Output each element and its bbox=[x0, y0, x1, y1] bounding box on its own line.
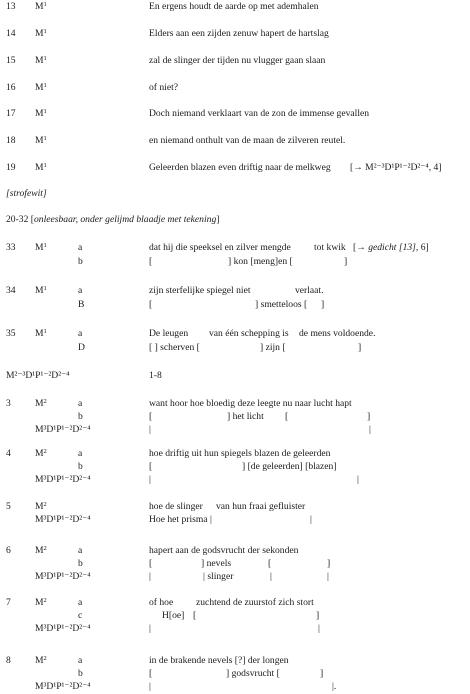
variant-text: [ bbox=[149, 411, 153, 422]
verse-number: 34 bbox=[6, 285, 16, 296]
variant-text: [ bbox=[193, 610, 197, 621]
witness-siglum: M³D¹P¹⁻²D²⁻⁴ bbox=[35, 681, 91, 692]
line-number: 4 bbox=[6, 448, 11, 459]
variant-text: ] bbox=[358, 342, 362, 353]
variant-text: | bbox=[149, 571, 151, 582]
verse-text: zijn sterfelijke spiegel niet bbox=[149, 285, 251, 296]
variant-text: |. bbox=[332, 681, 337, 692]
witness-siglum: $M^1$ bbox=[35, 82, 47, 93]
verse-text: tot kwik bbox=[314, 242, 346, 253]
verse-text: Doch niemand verklaart van de zon de immense gevallen bbox=[149, 108, 370, 119]
line-number: 8 bbox=[6, 655, 11, 666]
verse-text: hoe driftig uit hun spiegels blazen de geleerden bbox=[149, 448, 331, 459]
line-number: 5 bbox=[6, 501, 11, 512]
verse-number: 35 bbox=[6, 328, 16, 339]
verse-number: 16 bbox=[6, 82, 16, 93]
witness-siglum: M³D¹P¹⁻²D²⁻⁴ bbox=[35, 474, 91, 485]
witness-siglum: $M^1$ bbox=[35, 1, 47, 12]
verse-number: 13 bbox=[6, 1, 16, 12]
verse-text: verlaat. bbox=[295, 285, 324, 296]
variant-text: ] godsvrucht [ bbox=[226, 668, 280, 679]
variant-text: | bbox=[149, 424, 151, 435]
witness-siglum: $M^1$ bbox=[35, 55, 47, 66]
variant-text: [ bbox=[149, 256, 153, 267]
verse-number: 19 bbox=[6, 162, 16, 173]
verse-text: hapert aan de godsvrucht der sekonden bbox=[149, 545, 299, 556]
verse-text: of hoe bbox=[149, 597, 174, 608]
verse-number: 18 bbox=[6, 135, 16, 146]
variant-text: ] smetteloos [ bbox=[255, 299, 308, 310]
variant-text: ] nevels bbox=[201, 558, 232, 569]
editorial-note: 20-32 [onleesbaar, onder gelijmd blaadje met tekening] bbox=[6, 214, 220, 225]
variant-text: | bbox=[327, 571, 329, 582]
variant-text: ] bbox=[320, 668, 324, 679]
variant-text: Hoe het prisma | bbox=[149, 514, 212, 525]
verse-text: de mens voldoende. bbox=[299, 328, 376, 339]
variant-text: | bbox=[357, 474, 359, 485]
variant-text: | bbox=[149, 623, 151, 634]
verse-text: hoe de slinger bbox=[149, 501, 203, 512]
witness-siglum: $M^2$ bbox=[35, 655, 47, 666]
variant-label: a bbox=[78, 597, 83, 608]
variant-text: [ bbox=[149, 461, 153, 472]
variant-text: ] bbox=[344, 256, 348, 267]
variant-label: a bbox=[78, 448, 83, 459]
witness-siglum: M³D¹P¹⁻²D²⁻⁴ bbox=[35, 623, 91, 634]
variant-text: H[oe] bbox=[162, 610, 185, 621]
witness-siglum: M³D¹P¹⁻²D²⁻⁴ bbox=[35, 571, 91, 582]
variant-label: D bbox=[78, 342, 85, 353]
verse-number: 17 bbox=[6, 108, 16, 119]
variant-label: b bbox=[78, 411, 83, 422]
variant-text: ] kon [meng]en [ bbox=[228, 256, 293, 267]
witness-siglum: M³D¹P¹⁻²D²⁻⁴ bbox=[35, 424, 91, 435]
variant-text: ] bbox=[316, 610, 320, 621]
verse-number: 14 bbox=[6, 28, 16, 39]
verse-text: De leugen bbox=[149, 328, 189, 339]
witness-siglum: M³D¹P¹⁻²D²⁻⁴ bbox=[35, 514, 91, 525]
section-siglum: M²⁻³D¹P¹⁻²D²⁻⁴ bbox=[6, 370, 70, 381]
variant-label: b bbox=[78, 256, 83, 267]
witness-siglum: $M^1$ bbox=[35, 242, 47, 253]
stanza-break-note: [strofewit] bbox=[6, 188, 47, 199]
witness-siglum: $M^1$ bbox=[35, 328, 47, 339]
verse-text: En ergens houdt de aarde op met ademhalen bbox=[149, 1, 319, 12]
variant-label: a bbox=[78, 398, 83, 409]
variant-text: ] zijn [ bbox=[260, 342, 286, 353]
variant-text: [ bbox=[149, 668, 153, 679]
variant-text: | bbox=[310, 514, 312, 525]
line-number: 3 bbox=[6, 398, 11, 409]
verse-text: want hoor hoe bloedig deze leegte nu naar lucht hapt bbox=[149, 398, 352, 409]
cross-reference: [→ M²⁻³D¹P¹⁻²D²⁻⁴, 4] bbox=[350, 162, 442, 173]
variant-label: a bbox=[78, 242, 83, 253]
variant-label: a bbox=[78, 655, 83, 666]
cross-reference: [→ gedicht [13], 6] bbox=[353, 242, 429, 253]
section-range: 1-8 bbox=[149, 370, 162, 381]
witness-siglum: $M^1$ bbox=[35, 135, 47, 146]
witness-siglum: $M^2$ bbox=[35, 597, 47, 608]
witness-siglum: $M^1$ bbox=[35, 162, 47, 173]
witness-siglum: $M^1$ bbox=[35, 108, 47, 119]
line-number: 6 bbox=[6, 545, 11, 556]
variant-text: ] het licht bbox=[227, 411, 264, 422]
variant-text: | bbox=[149, 681, 151, 692]
variant-label: b bbox=[78, 461, 83, 472]
variant-label: B bbox=[78, 299, 85, 310]
verse-text: zuchtend de zuurstof zich stort bbox=[196, 597, 314, 608]
witness-siglum: $M^2$ bbox=[35, 545, 47, 556]
variant-text: [ bbox=[285, 411, 289, 422]
verse-text: en niemand onthult van de maan de zilveren reutel. bbox=[149, 135, 346, 146]
variant-text: ] bbox=[327, 558, 331, 569]
variant-text: [ bbox=[149, 299, 153, 310]
witness-siglum: $M^1$ bbox=[35, 28, 47, 39]
variant-label: a bbox=[78, 328, 83, 339]
verse-text: zal de slinger der tijden nu vlugger gaan slaan bbox=[149, 55, 326, 66]
variant-label: a bbox=[78, 285, 83, 296]
verse-number: 15 bbox=[6, 55, 16, 66]
variant-text: | bbox=[318, 623, 320, 634]
variant-text: | slinger bbox=[203, 571, 234, 582]
variant-label: a bbox=[78, 545, 83, 556]
variant-label: b bbox=[78, 558, 83, 569]
verse-text: of niet? bbox=[149, 82, 179, 93]
witness-siglum: $M^1$ bbox=[35, 285, 47, 296]
variant-text: | bbox=[270, 571, 272, 582]
verse-number: 33 bbox=[6, 242, 16, 253]
witness-siglum: $M^2$ bbox=[35, 501, 47, 512]
variant-label: b bbox=[78, 668, 83, 679]
line-number: 7 bbox=[6, 597, 11, 608]
variant-text: [ bbox=[268, 558, 272, 569]
variant-label: c bbox=[78, 610, 83, 621]
witness-siglum: $M^2$ bbox=[35, 398, 47, 409]
verse-text: van één schepping is bbox=[209, 328, 289, 339]
verse-text: van hun fraai gefluister bbox=[216, 501, 306, 512]
verse-text: dat hij die speeksel en zilver mengde bbox=[149, 242, 291, 253]
variant-text: | bbox=[149, 474, 151, 485]
witness-siglum: $M^2$ bbox=[35, 448, 47, 459]
variant-text: ] bbox=[367, 411, 371, 422]
verse-text: Elders aan een zijden zenuw hapert de hartslag bbox=[149, 28, 329, 39]
variant-text: [ ] scherven [ bbox=[149, 342, 200, 353]
variant-text: | bbox=[369, 424, 371, 435]
variant-text: [ bbox=[149, 558, 153, 569]
variant-text: ] [de geleerden] [blazen] bbox=[242, 461, 337, 472]
variant-text: ] bbox=[321, 299, 325, 310]
verse-text: Geleerden blazen even driftig naar de melkweg bbox=[149, 162, 331, 173]
verse-text: in de brakende nevels [?] der longen bbox=[149, 655, 289, 666]
